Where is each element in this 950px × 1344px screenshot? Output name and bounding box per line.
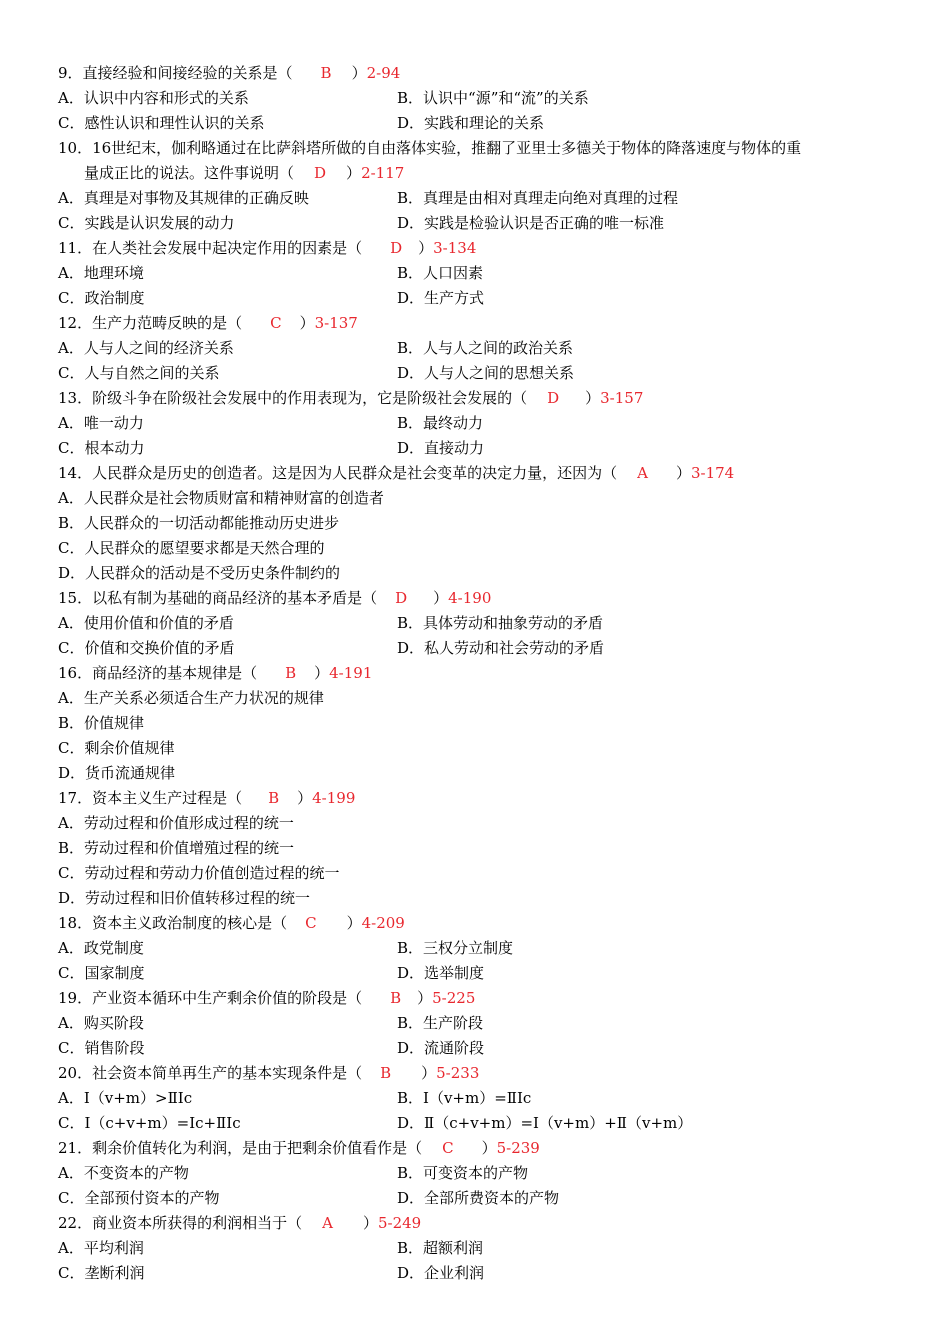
question-17: 17．资本主义生产过程是（ B ）4-199 bbox=[58, 786, 355, 811]
option-16b: B．价值规律 bbox=[58, 714, 145, 732]
question-20: 20．社会资本简单再生产的基本实现条件是（ B ）5-233 bbox=[58, 1061, 479, 1086]
option-17c: C．劳动过程和劳动力价值创造过程的统一 bbox=[58, 864, 340, 882]
option-20b: B．Ⅰ（v+m）=ⅡIc bbox=[397, 1089, 532, 1107]
option-10c: C．实践是认识发展的动力 bbox=[58, 214, 235, 232]
option-20a: A．Ⅰ（v+m）>ⅡIc bbox=[58, 1089, 193, 1107]
ref-22: 5-249 bbox=[377, 1214, 422, 1232]
ref-9: 2-94 bbox=[366, 64, 401, 82]
option-21a: A．不变资本的产物 bbox=[58, 1164, 189, 1182]
option-12c: C．人与自然之间的关系 bbox=[58, 364, 220, 382]
option-19b: B．生产阶段 bbox=[397, 1014, 484, 1032]
option-18d: D．选举制度 bbox=[397, 964, 485, 982]
question-11: 11．在人类社会发展中起决定作用的因素是（ D ）3-134 bbox=[58, 236, 476, 261]
answer-14: A bbox=[637, 464, 648, 482]
question-21: 21．剩余价值转化为利润，是由于把剩余价值看作是（ C ）5-239 bbox=[58, 1136, 540, 1161]
ref-13: 3-157 bbox=[600, 389, 644, 407]
answer-12: C bbox=[270, 314, 282, 332]
question-14: 14．人民群众是历史的创造者。这是因为人民群众是社会变革的决定力量，还因为（ A ）3-174 bbox=[58, 461, 734, 486]
option-19a: A．购买阶段 bbox=[58, 1014, 144, 1032]
option-21d: D．全部所费资本的产物 bbox=[397, 1189, 560, 1207]
ref-17: 4-199 bbox=[312, 789, 356, 807]
question-9: 9．直接经验和间接经验的关系是（ B ）2-94 bbox=[58, 61, 400, 86]
option-15c: C．价值和交换价值的矛盾 bbox=[58, 639, 235, 657]
ref-19: 5-225 bbox=[432, 989, 476, 1007]
option-18c: C．国家制度 bbox=[58, 964, 145, 982]
option-13b: B．最终动力 bbox=[397, 414, 484, 432]
option-12d: D．人与人之间的思想关系 bbox=[397, 364, 575, 382]
option-14b: B．人民群众的一切活动都能推动历史进步 bbox=[58, 514, 340, 532]
answer-19: B bbox=[390, 989, 402, 1007]
option-16d: D．货币流通规律 bbox=[58, 764, 176, 782]
ref-11: 3-134 bbox=[433, 239, 477, 257]
option-18b: B．三权分立制度 bbox=[397, 939, 514, 957]
question-13: 13．阶级斗争在阶级社会发展中的作用表现为，它是阶级社会发展的（ D ）3-157 bbox=[58, 386, 643, 411]
answer-20: B bbox=[380, 1064, 392, 1082]
question-22: 22．商业资本所获得的利润相当于（ A ）5-249 bbox=[58, 1211, 421, 1236]
option-9d: D．实践和理论的关系 bbox=[397, 114, 545, 132]
answer-22: A bbox=[322, 1214, 333, 1232]
option-11a: A．地理环境 bbox=[58, 264, 144, 282]
option-21b: B．可变资本的产物 bbox=[397, 1164, 529, 1182]
option-15d: D．私人劳动和社会劳动的矛盾 bbox=[397, 639, 605, 657]
option-11d: D．生产方式 bbox=[397, 289, 485, 307]
option-12a: A．人与人之间的经济关系 bbox=[58, 339, 234, 357]
option-21c: C．全部预付资本的产物 bbox=[58, 1189, 220, 1207]
option-13a: A．唯一动力 bbox=[58, 414, 144, 432]
option-9a: A．认识中内容和形式的关系 bbox=[58, 89, 249, 107]
answer-15: D bbox=[395, 589, 408, 607]
option-11c: C．政治制度 bbox=[58, 289, 145, 307]
answer-9: B bbox=[320, 64, 332, 82]
answer-13: D bbox=[547, 389, 560, 407]
option-22c: C．垄断利润 bbox=[58, 1264, 145, 1282]
option-20d: D．Ⅱ（c+v+m）=Ⅰ（v+m）+Ⅱ（v+m） bbox=[397, 1114, 693, 1132]
option-14a: A．人民群众是社会物质财富和精神财富的创造者 bbox=[58, 489, 384, 507]
option-13d: D．直接动力 bbox=[397, 439, 485, 457]
answer-18: C bbox=[305, 914, 317, 932]
option-12b: B．人与人之间的政治关系 bbox=[397, 339, 574, 357]
ref-21: 5-239 bbox=[496, 1139, 540, 1157]
option-10a: A．真理是对事物及其规律的正确反映 bbox=[58, 189, 309, 207]
question-12: 12．生产力范畴反映的是（ C ）3-137 bbox=[58, 311, 358, 336]
option-13c: C．根本动力 bbox=[58, 439, 145, 457]
answer-21: C bbox=[442, 1139, 454, 1157]
question-16: 16．商品经济的基本规律是（ B ）4-191 bbox=[58, 661, 372, 686]
question-18: 18．资本主义政治制度的核心是（ C ）4-209 bbox=[58, 911, 405, 936]
option-17b: B．劳动过程和价值增殖过程的统一 bbox=[58, 839, 295, 857]
ref-16: 4-191 bbox=[329, 664, 373, 682]
question-10-cont: 量成正比的说法。这件事说明（ D ）2-117 bbox=[84, 161, 404, 186]
option-16a: A．生产关系必须适合生产力状况的规律 bbox=[58, 689, 324, 707]
ref-20: 5-233 bbox=[436, 1064, 480, 1082]
option-19c: C．销售阶段 bbox=[58, 1039, 145, 1057]
option-10d: D．实践是检验认识是否正确的唯一标准 bbox=[397, 214, 665, 232]
question-10: 10．16世纪末，伽利略通过在比萨斜塔所做的自由落体实验，推翻了亚里士多德关于物体的降落速度与物体的重 bbox=[58, 139, 802, 157]
option-14d: D．人民群众的活动是不受历史条件制约的 bbox=[58, 564, 341, 582]
option-19d: D．流通阶段 bbox=[397, 1039, 485, 1057]
ref-12: 3-137 bbox=[314, 314, 358, 332]
option-9b: B．认识中“源”和“流”的关系 bbox=[397, 89, 589, 107]
option-22b: B．超额利润 bbox=[397, 1239, 484, 1257]
option-22d: D．企业利润 bbox=[397, 1264, 485, 1282]
ref-14: 3-174 bbox=[690, 464, 735, 482]
option-22a: A．平均利润 bbox=[58, 1239, 144, 1257]
option-15b: B．具体劳动和抽象劳动的矛盾 bbox=[397, 614, 604, 632]
option-20c: C．Ⅰ（c+v+m）=Ic+ⅡIc bbox=[58, 1114, 241, 1132]
ref-15: 4-190 bbox=[448, 589, 492, 607]
option-10b: B．真理是由相对真理走向绝对真理的过程 bbox=[397, 189, 679, 207]
ref-18: 4-209 bbox=[361, 914, 405, 932]
option-17a: A．劳动过程和价值形成过程的统一 bbox=[58, 814, 294, 832]
answer-10: D bbox=[314, 164, 327, 182]
answer-16: B bbox=[285, 664, 297, 682]
option-16c: C．剩余价值规律 bbox=[58, 739, 175, 757]
option-15a: A．使用价值和价值的矛盾 bbox=[58, 614, 234, 632]
question-19: 19．产业资本循环中生产剩余价值的阶段是（ B ）5-225 bbox=[58, 986, 475, 1011]
ref-10: 2-117 bbox=[361, 164, 405, 182]
option-9c: C．感性认识和理性认识的关系 bbox=[58, 114, 265, 132]
answer-17: B bbox=[268, 789, 280, 807]
answer-11: D bbox=[390, 239, 403, 257]
option-18a: A．政党制度 bbox=[58, 939, 144, 957]
question-15: 15．以私有制为基础的商品经济的基本矛盾是（ D ）4-190 bbox=[58, 586, 491, 611]
option-17d: D．劳动过程和旧价值转移过程的统一 bbox=[58, 889, 311, 907]
option-14c: C．人民群众的愿望要求都是天然合理的 bbox=[58, 539, 325, 557]
option-11b: B．人口因素 bbox=[397, 264, 484, 282]
